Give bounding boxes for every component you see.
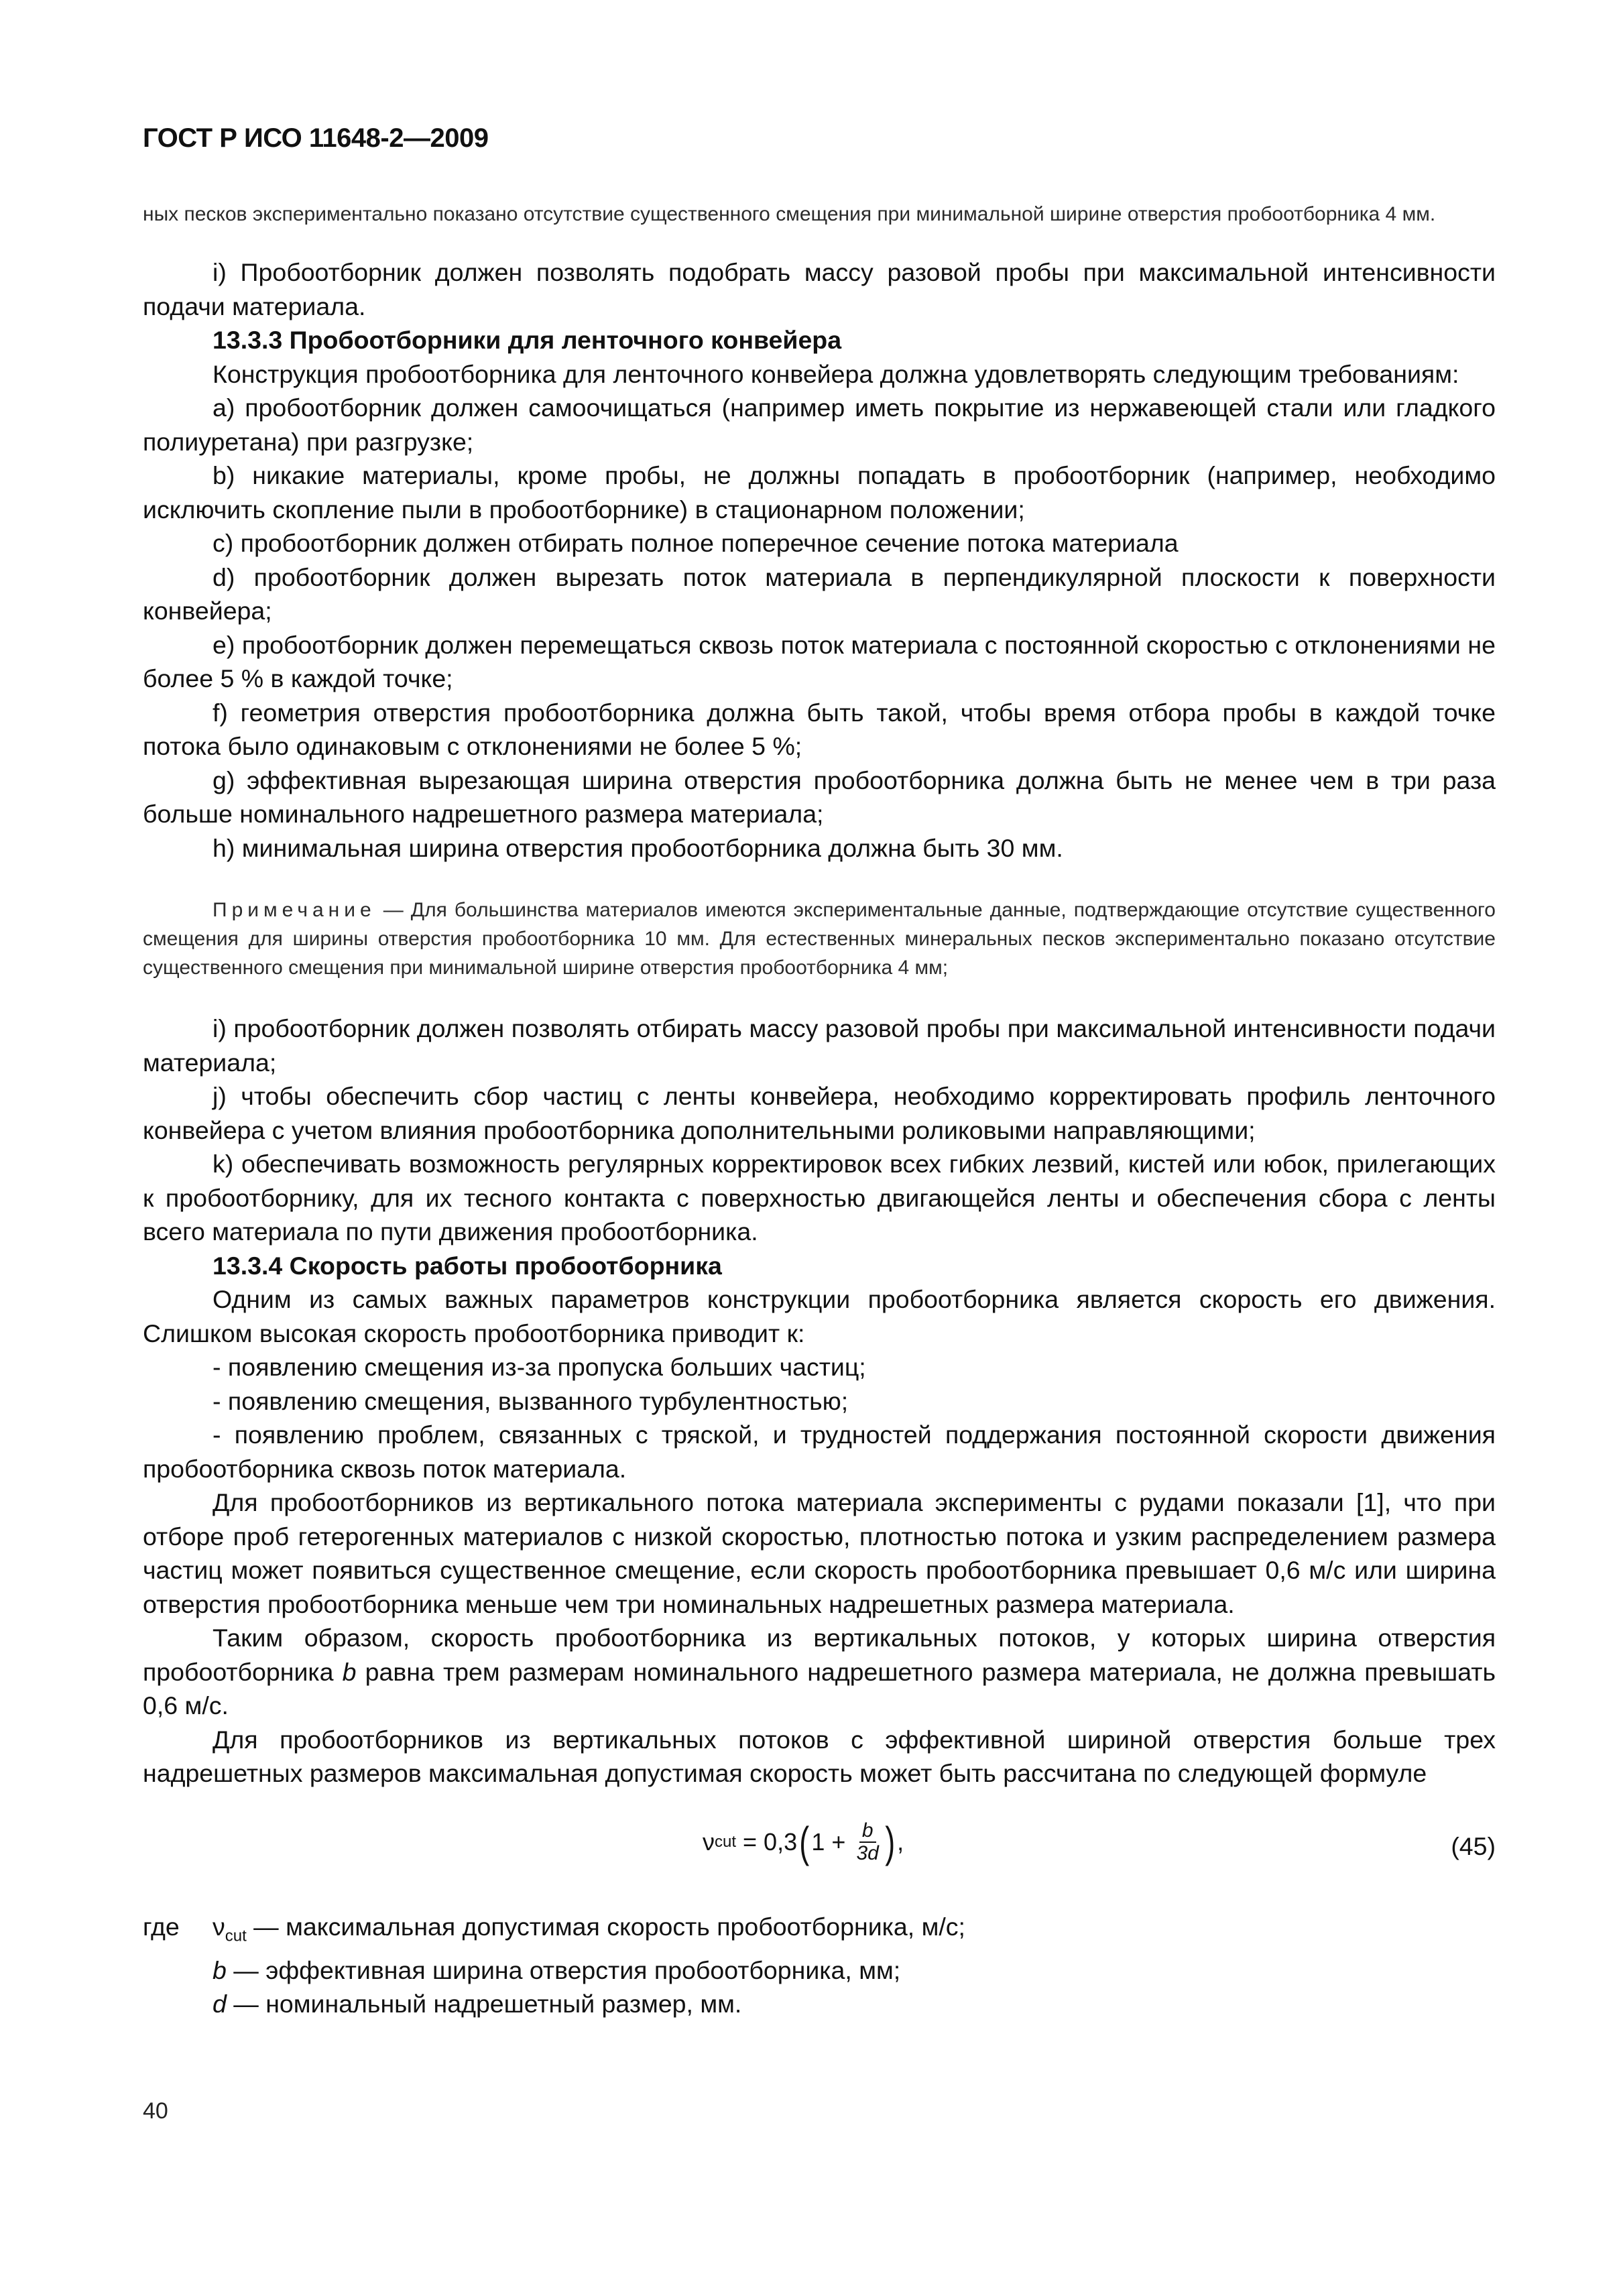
where-symbol: ν bbox=[213, 1912, 225, 1941]
paragraph-speed-intro: Одним из самых важных параметров конструкции пробоотборника является скорость его движения. Слишком высокая скорость пробоотборника приводит к: bbox=[143, 1285, 1496, 1347]
document-header: ГОСТ Р ИСО 11648-2—2009 bbox=[143, 123, 489, 153]
list-item-d: d) пробоотборник должен вырезать поток материала в перпендикулярной плоскости к поверхности конвейера; bbox=[143, 562, 1496, 625]
formula-open-paren: ( bbox=[799, 1817, 810, 1866]
section-intro: Конструкция пробоотборника для ленточного конвейера должна удовлетворять следующим требованиям: bbox=[213, 359, 1459, 388]
formula-denominator: 3d bbox=[856, 1841, 879, 1864]
where-row-b bbox=[213, 1953, 1496, 1988]
formula-fraction bbox=[853, 1820, 881, 1864]
list-item-a: a) пробоотборник должен самоочищаться (например иметь покрытие из нержавеющей стали или гладкого полиуретана) при разгрузке; bbox=[143, 394, 1496, 456]
where-symbol: d bbox=[213, 1990, 227, 2018]
section-heading-13-3-3: 13.3.3 Пробоотборники для ленточного конвейера bbox=[213, 326, 842, 354]
note-paragraph bbox=[143, 896, 1496, 982]
formula-expression bbox=[703, 1817, 904, 1866]
where-definition: — номинальный надрешетный размер, мм. bbox=[226, 1990, 742, 2018]
conclusion-text-a: Таким образом, скорость пробоотборника из вертикальных потоков, у которых ширина отверстия пробоотборника bbox=[143, 1624, 1496, 1686]
formula-45 bbox=[143, 1807, 1496, 1890]
where-definition: — максимальная допустимая скорость пробоотборника, м/с; bbox=[246, 1912, 965, 1941]
formula-equals: = 0,3 bbox=[736, 1827, 798, 1856]
formula-trail: , bbox=[897, 1827, 904, 1856]
list-item-e: e) пробоотборник должен перемещаться сквозь поток материала с постоянной скоростью с отклонениями не более 5 % в каждой точке; bbox=[143, 630, 1496, 692]
item-i-previous: i) Пробоотборник должен позволять подобрать массу разовой пробы при максимальной интенсивности подачи материала. bbox=[143, 258, 1496, 320]
formula-one-plus: 1 + bbox=[811, 1827, 853, 1856]
section-heading-13-3-4: 13.3.4 Скорость работы пробоотборника bbox=[213, 1251, 722, 1280]
where-symbol-sub: cut bbox=[225, 1927, 247, 1945]
formula-close-paren: ) bbox=[885, 1817, 895, 1866]
where-rows bbox=[213, 1910, 1496, 2021]
dash-item-2: - появлению смещения, вызванного турбулентностью; bbox=[213, 1386, 849, 1415]
formula-numerator: b bbox=[859, 1820, 876, 1843]
paragraph-conclusion bbox=[143, 1621, 1496, 1723]
list-item-h: h) минимальная ширина отверстия пробоотборника должна быть 30 мм. bbox=[213, 833, 1063, 862]
where-row-vcut bbox=[213, 1910, 1496, 1953]
page-body bbox=[143, 200, 1496, 2021]
where-symbol: b bbox=[213, 1955, 227, 1984]
variable-b: b bbox=[342, 1657, 357, 1686]
paragraph-formula-intro: Для пробоотборников из вертикальных потоков с эффективной шириной отверстия больше трех надрешетных размеров максимальная допустимая скорость может быть рассчитана по следующей формуле bbox=[143, 1725, 1496, 1787]
formula-lhs-symbol: ν bbox=[703, 1827, 715, 1856]
page-number: 40 bbox=[143, 2098, 168, 2124]
note-text: — Для большинства материалов имеются экспериментальные данные, подтверждающие отсутствие существенного смещения для ширины отверстия пробоотборника 10 мм. Для естественных минеральных песков экспериментально показано отсутствие существенного смещения при минимальной ширине отверстия пробоотборника 4 мм; bbox=[143, 899, 1496, 979]
where-row-d bbox=[213, 1987, 1496, 2021]
dash-item-3: - появлению проблем, связанных с тряской, и трудностей поддержания постоянной скорости движения пробоотборника сквозь поток материала. bbox=[143, 1421, 1496, 1483]
list-item-f: f) геометрия отверстия пробоотборника должна быть такой, чтобы время отбора пробы в каждой точке потока было одинаковым с отклонениями не более 5 %; bbox=[143, 698, 1496, 760]
paragraph-experiments: Для пробоотборников из вертикального потока материала эксперименты с рудами показали [1], что при отборе проб гетерогенных материалов с низкой скоростью, плотностью потока и узким распределением размера частиц может появиться существенное смещение, если скорость пробоотборника превышает 0,6 м/с или ширина отверстия пробоотборника меньше чем три номинальных надрешетных размера материала. bbox=[143, 1488, 1496, 1618]
list-item-k: k) обеспечивать возможность регулярных корректировок всех гибких лезвий, кистей или юбок, прилегающих к пробоотборнику, для их тесного контакта с поверхностью двигающейся ленты и обеспечения сбора с ленты всего материала по пути движения пробоотборника. bbox=[143, 1150, 1496, 1246]
formula-number: (45) bbox=[1451, 1831, 1496, 1860]
where-label: где bbox=[143, 1912, 180, 1941]
conclusion-text-b: равна трем размерам номинального надрешетного размера материала, не должна превышать 0,6 м/с. bbox=[143, 1657, 1496, 1719]
list-item-i: i) пробоотборник должен позволять отбирать массу разовой пробы при максимальной интенсивности подачи материала; bbox=[143, 1014, 1496, 1077]
where-block bbox=[143, 1910, 1496, 2021]
list-item-j: j) чтобы обеспечить сбор частиц с ленты конвейера, необходимо корректировать профиль ленточного конвейера с учетом влияния пробоотборника дополнительными роликовыми направляющими; bbox=[143, 1082, 1496, 1144]
list-item-g: g) эффективная вырезающая ширина отверстия пробоотборника должна быть не менее чем в три раза больше номинального надрешетного размера материала; bbox=[143, 766, 1496, 828]
note-label: Примечание bbox=[213, 899, 376, 921]
continued-note: ных песков экспериментально показано отсутствие существенного смещения при минимальной ширине отверстия пробоотборника 4 мм. bbox=[143, 203, 1436, 225]
list-item-c: c) пробоотборник должен отбирать полное поперечное сечение потока материала bbox=[213, 529, 1179, 557]
dash-item-1: - появлению смещения из-за пропуска больших частиц; bbox=[213, 1353, 866, 1381]
formula-lhs-sub: cut bbox=[715, 1832, 737, 1851]
list-item-b: b) никакие материалы, кроме пробы, не должны попадать в пробоотборник (например, необходимо исключить скопление пыли в пробоотборнике) в стационарном положении; bbox=[143, 461, 1496, 524]
where-definition: — эффективная ширина отверстия пробоотборника, мм; bbox=[226, 1955, 901, 1984]
